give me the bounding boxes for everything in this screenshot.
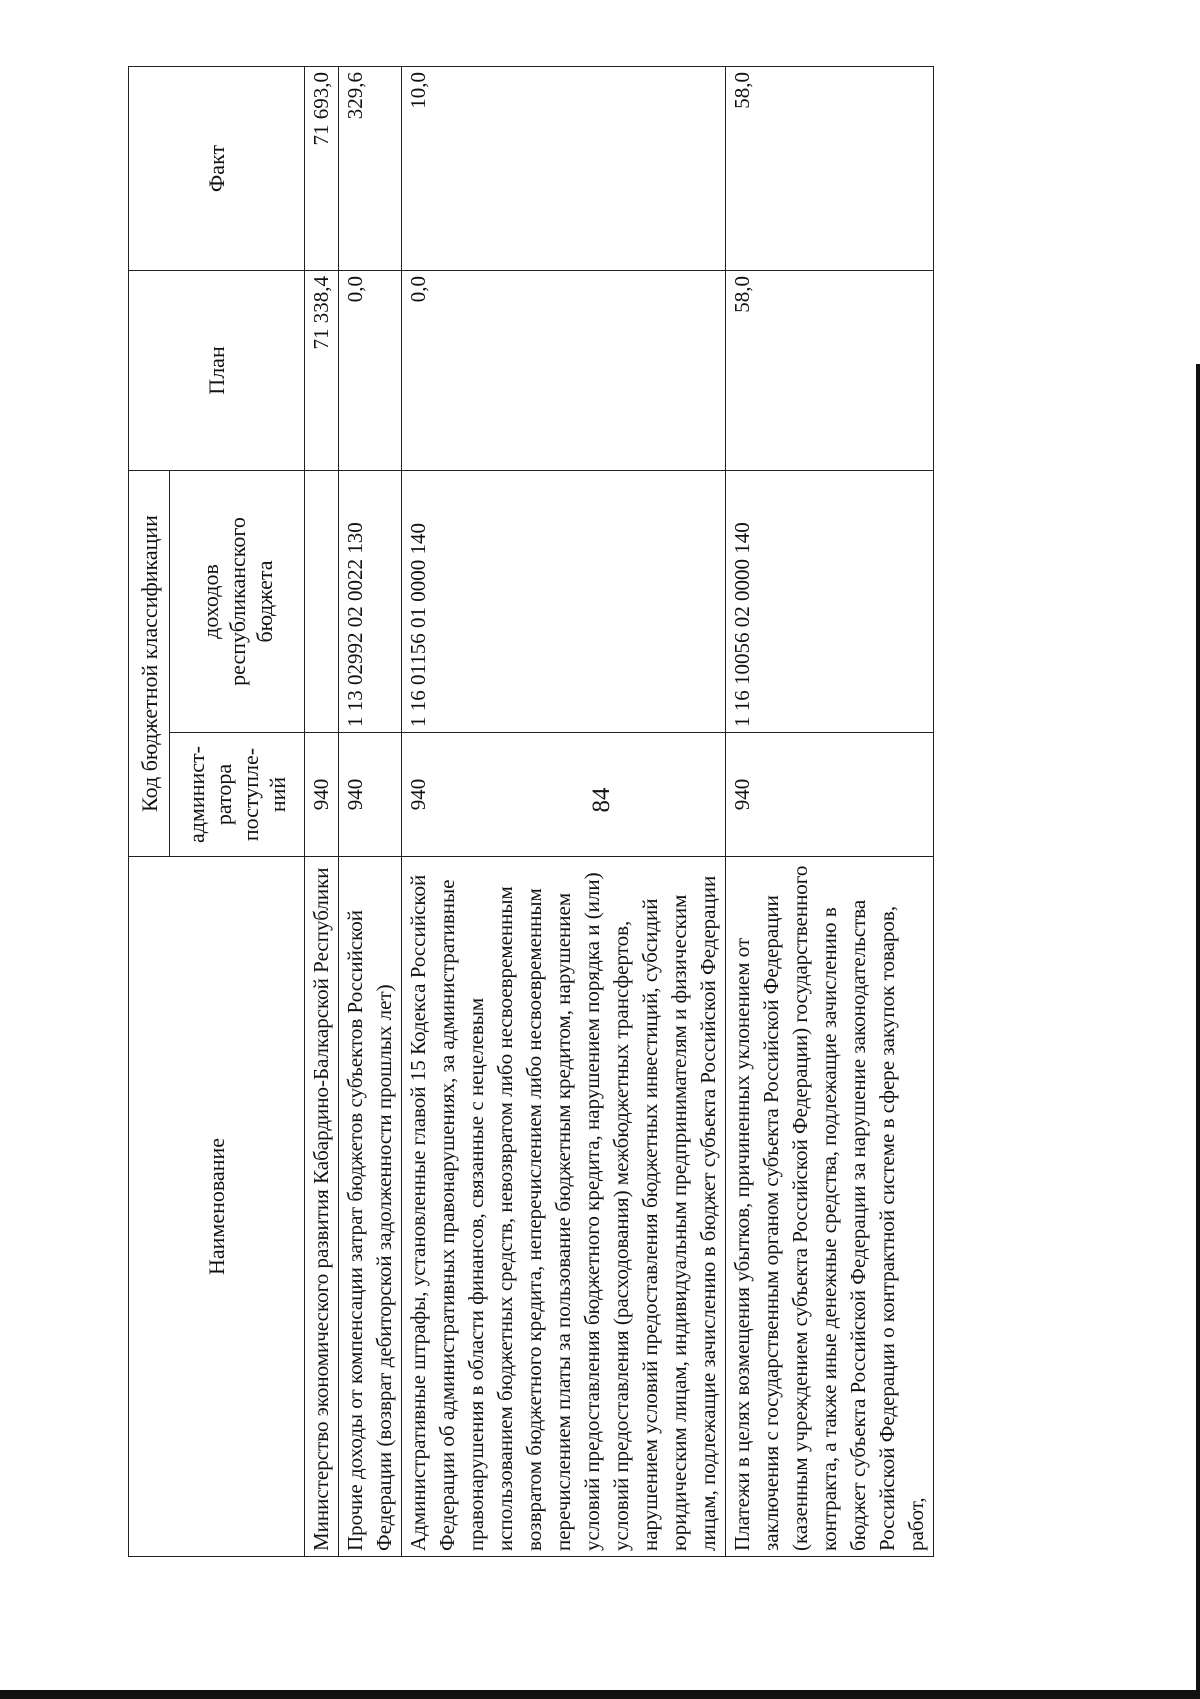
row-name: Министерство экономического развития Кабардино-Балкарской Республики xyxy=(305,857,339,1557)
header-name: Наименование xyxy=(129,857,305,1557)
row-name: Административные штрафы, установленные главой 15 Кодекса Российской Федерации об административных правонарушениях, за административные правонарушения в области финансов, связанные с нецелевым использованием бюджетных средств, невозвратом либо несвоевременным возвратом бюджетного кредита, неперечислением либо несвоевременным перечислением платы за пользование бюджетным кредитом, нарушением условий предоставления бюджетного кредита, нарушением порядка и (или) условий предоставления (расходования) межбюджетных трансфертов, нарушением условий предоставления бюджетных инвестиций, субсидий юридическим лицам, индивидуальным предпринимателям и физическим лицам, подлежащие зачислению в бюджет субъекта Российской Федерации xyxy=(402,857,726,1557)
budget-table xyxy=(128,66,934,1557)
row-admin: 940 xyxy=(339,733,402,857)
header-admin: админист- ратора поступле- ний xyxy=(170,733,305,857)
row-admin: 940 xyxy=(726,733,934,857)
page-number: 84 xyxy=(588,787,615,813)
header-plan: План xyxy=(129,270,305,470)
row-code: 1 13 02992 02 0022 130 xyxy=(339,470,402,732)
row-plan: 0,0 xyxy=(402,270,726,470)
table-row xyxy=(726,66,934,1556)
header-fact: Факт xyxy=(129,66,305,270)
row-plan: 0,0 xyxy=(339,270,402,470)
header-revenue-code: доходов республиканского бюджета xyxy=(170,470,305,732)
row-fact: 71 693,0 xyxy=(305,66,339,270)
table-row xyxy=(339,66,402,1556)
row-fact: 329,6 xyxy=(339,66,402,270)
scan-edge-bottom xyxy=(0,1690,1200,1699)
row-name: Платежи в целях возмещения убытков, причиненных уклонением от заключения с государственным органом субъекта Российской Федерации (казенным учреждением субъекта Российской Федерации) государственного контракта, а также иные денежные средства, подлежащие зачислению в бюджет субъекта Российской Федерации за нарушение законодательства Российской Федерации о контрактной системе в сфере закупок товаров, работ, xyxy=(726,857,934,1557)
row-plan: 71 338,4 xyxy=(305,270,339,470)
row-code: 1 16 10056 02 0000 140 xyxy=(726,470,934,732)
table-row xyxy=(305,66,339,1556)
row-admin: 940 xyxy=(305,733,339,857)
row-plan: 58,0 xyxy=(726,270,934,470)
row-fact: 10,0 xyxy=(402,66,726,270)
row-code: 1 16 01156 01 0000 140 xyxy=(402,470,726,732)
scan-edge-right xyxy=(1196,364,1200,1699)
row-code xyxy=(305,470,339,732)
budget-table-rotated xyxy=(128,67,1063,1557)
row-admin: 940 xyxy=(402,733,726,857)
row-fact: 58,0 xyxy=(726,66,934,270)
row-name: Прочие доходы от компенсации затрат бюджетов субъектов Российской Федерации (возврат дебиторской задолженности прошлых лет) xyxy=(339,857,402,1557)
table-row xyxy=(402,66,726,1556)
header-code-group: Код бюджетной классификации xyxy=(129,470,170,856)
